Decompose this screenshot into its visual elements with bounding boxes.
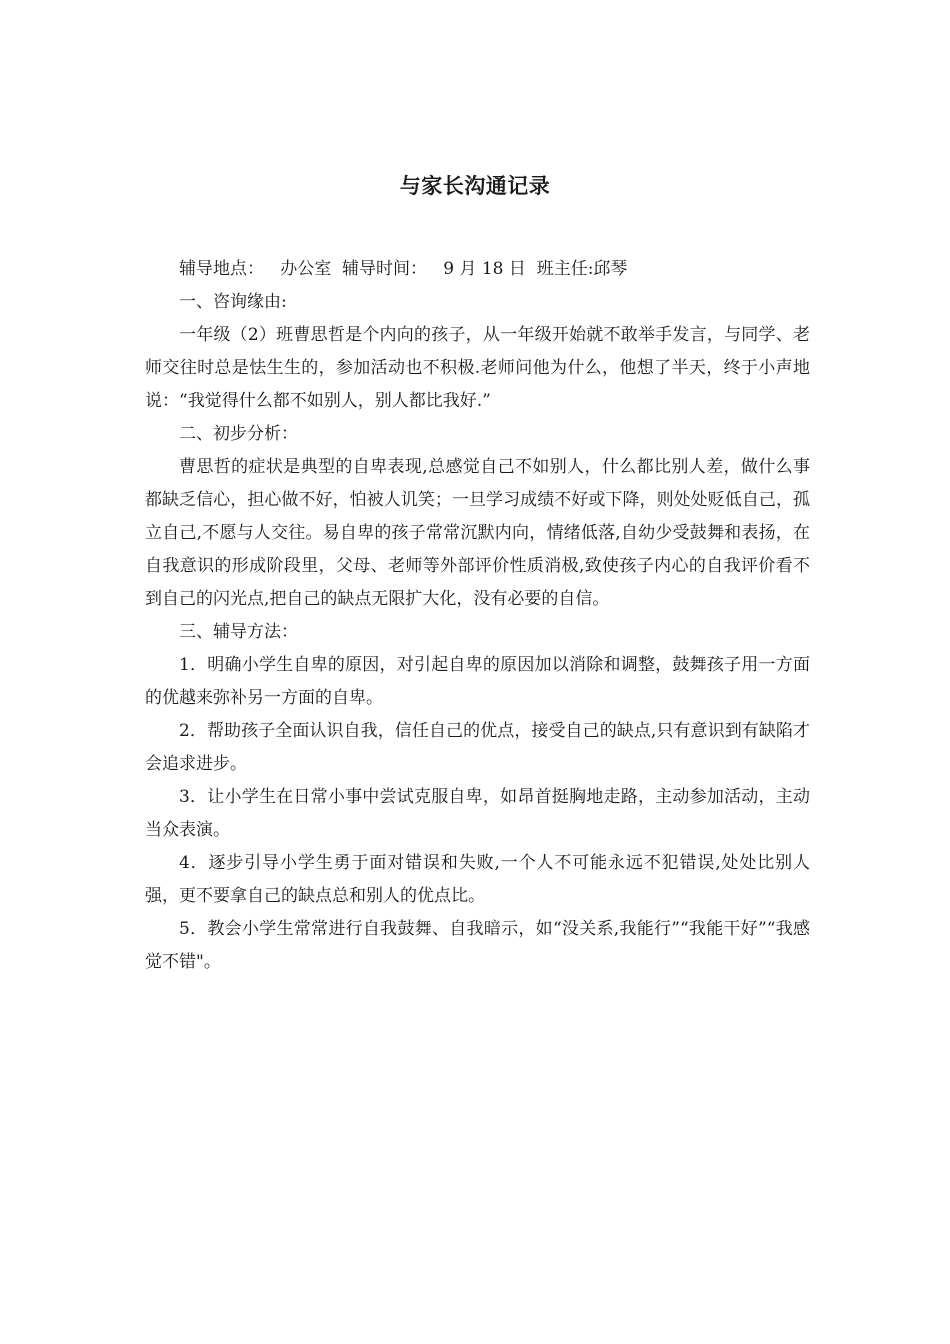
section-heading-analysis: 二、初步分析： xyxy=(179,424,298,444)
header-line: 辅导地点： 办公室 辅导时间： 9 月 18 日 班主任:邱琴 xyxy=(179,259,628,279)
document-title: 与家长沟通记录 xyxy=(399,174,551,198)
document-body xyxy=(145,253,810,979)
section-text-reason: 一年级（2）班曹思哲是个内向的孩子，从一年级开始就不敢举手发言，与同学、老师交往时总是怯生生的，参加活动也不积极.老师问他为什么，他想了半天，终于小声地说：“我觉得什么都不如别人，别人都比我好.” xyxy=(145,325,810,411)
method-item-5: 5．教会小学生常常进行自我鼓舞、自我暗示，如“没关系,我能行”“我能干好”“我感觉不错"。 xyxy=(145,919,810,972)
section-heading-methods: 三、辅导方法： xyxy=(179,622,298,642)
method-item-1: 1．明确小学生自卑的原因，对引起自卑的原因加以消除和调整，鼓舞孩子用一方面的优越来弥补另一方面的自卑。 xyxy=(145,655,810,708)
section-text-analysis: 曹思哲的症状是典型的自卑表现,总感觉自己不如别人，什么都比别人差，做什么事都缺乏信心，担心做不好，怕被人讥笑；一旦学习成绩不好或下降，则处处贬低自己，孤立自己,不愿与人交往。易自卑的孩子常常沉默内向，情绪低落,自幼少受鼓舞和表扬，在自我意识的形成阶段里，父母、老师等外部评价性质消极,致使孩子内心的自我评价看不到自己的闪光点,把自己的缺点无限扩大化，没有必要的自信。 xyxy=(145,457,810,609)
section-heading-reason: 一、咨询缘由: xyxy=(179,292,287,312)
method-item-2: 2．帮助孩子全面认识自我，信任自己的优点，接受自己的缺点,只有意识到有缺陷才会追求进步。 xyxy=(145,721,810,774)
method-item-3: 3．让小学生在日常小事中尝试克服自卑，如昂首挺胸地走路，主动参加活动，主动当众表演。 xyxy=(145,787,810,840)
method-item-4: 4．逐步引导小学生勇于面对错误和失败,一个人不可能永远不犯错误,处处比别人强，更不要拿自己的缺点总和别人的优点比。 xyxy=(145,853,810,906)
